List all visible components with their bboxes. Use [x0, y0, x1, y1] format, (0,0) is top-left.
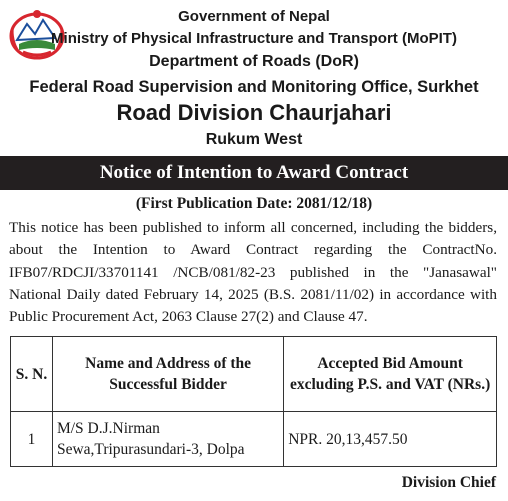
header-amount: Accepted Bid Amount excluding P.S. and VAT (NRs.): [284, 337, 497, 412]
notice-title: Notice of Intention to Award Contract: [0, 156, 508, 190]
cell-amount: NPR. 20,13,457.50: [284, 412, 497, 467]
award-table: [10, 336, 497, 467]
district-name: Rukum West: [205, 131, 303, 148]
federal-office-name: Federal Road Supervision and Monitoring Office, Surkhet: [29, 78, 479, 96]
notice-body: This notice has been published to inform all concerned, including the bidders, about the Intention to Award Contract regarding the ContractNo. IFB07/RDCJI/33701141 /NCB/081/82-23 published in the "Janasawal" National Daily dated February 14, 2025 (B.S. 2081/11/02) in accordance with Public Procurement Act, 2063 Clause 27(2) and Clause 47.: [9, 219, 497, 326]
cell-bidder: M/S D.J.Nirman Sewa,Tripurasundari-3, Dolpa: [52, 412, 283, 467]
signature-title: Division Chief: [401, 474, 496, 491]
table-row: [11, 412, 497, 467]
ministry-name: Ministry of Physical Infrastructure and Transport (MoPIT): [51, 30, 457, 47]
cell-sn: 1: [11, 412, 53, 467]
publication-date: (First Publication Date: 2081/12/18): [135, 195, 373, 212]
table-header-row: [11, 337, 497, 412]
header-bidder: Name and Address of the Successful Bidder: [52, 337, 283, 412]
government-name: Government of Nepal: [178, 8, 330, 25]
division-name: Road Division Chaurjahari: [116, 100, 392, 125]
header-sn: S. N.: [11, 337, 53, 412]
department-name: Department of Roads (DoR): [149, 53, 359, 70]
